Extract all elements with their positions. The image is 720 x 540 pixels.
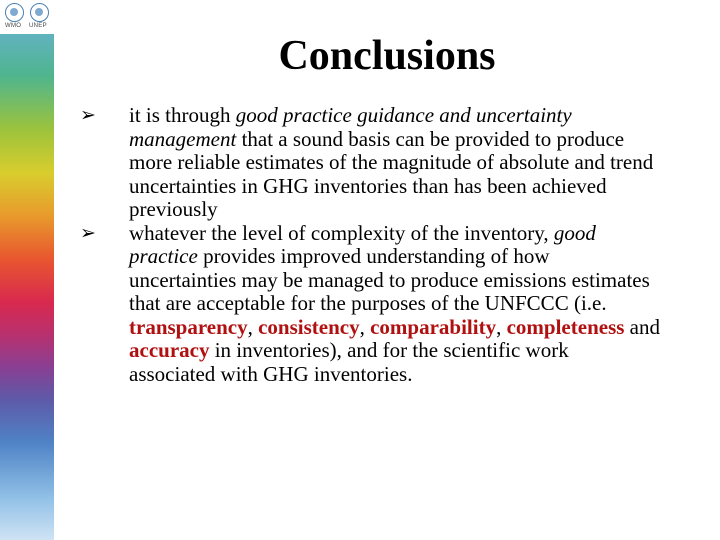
bullet-segment: it is through [129,103,236,127]
slide-title: Conclusions [278,33,496,79]
bullet-text [129,103,653,221]
bullet-segment: , [496,314,507,339]
unep-logo-icon [30,3,49,22]
bullet-text [129,221,660,386]
arrow-bullet-icon: ➢ [80,104,96,126]
logo-area [0,0,56,34]
bullet-segment: in inventories), and for the scientific work associated with GHG inventories. [129,338,569,386]
bullet-segment-italic: good practice guidance and uncertainty management [129,103,572,151]
bullet-item [80,222,660,387]
arrow-bullet-icon: ➢ [80,221,96,244]
bullet-segment: , [247,314,259,339]
bullet-segment: and [624,314,660,339]
bullet-segment-italic: good practice [129,220,596,268]
keyword-transparency: transparency [129,314,248,339]
bullet-segment: whatever the level of complexity of the inventory, [129,220,554,245]
keyword-comparability: comparability [370,314,497,339]
bullet-segment: provides improved understanding of how uncertainties may be managed to produce emissions estimates that are acceptable for the purposes of the UNFCCC (i.e. [129,244,650,315]
bullet-list [80,104,660,386]
unep-label: UNEP [29,23,47,29]
keyword-consistency: consistency [258,314,360,339]
bullet-segment: , [359,314,371,339]
bullet-segment: that a sound basis can be provided to produce more reliable estimates of the magnitude of absolute and trend uncertainties in GHG inventories than has been achieved previously [129,126,654,221]
keyword-completeness: completeness [506,314,625,339]
keyword-accuracy: accuracy [129,338,210,362]
wmo-logo-icon [5,3,24,22]
wmo-label: WMO [5,23,22,29]
bullet-item [80,104,660,222]
left-color-band [0,0,54,540]
